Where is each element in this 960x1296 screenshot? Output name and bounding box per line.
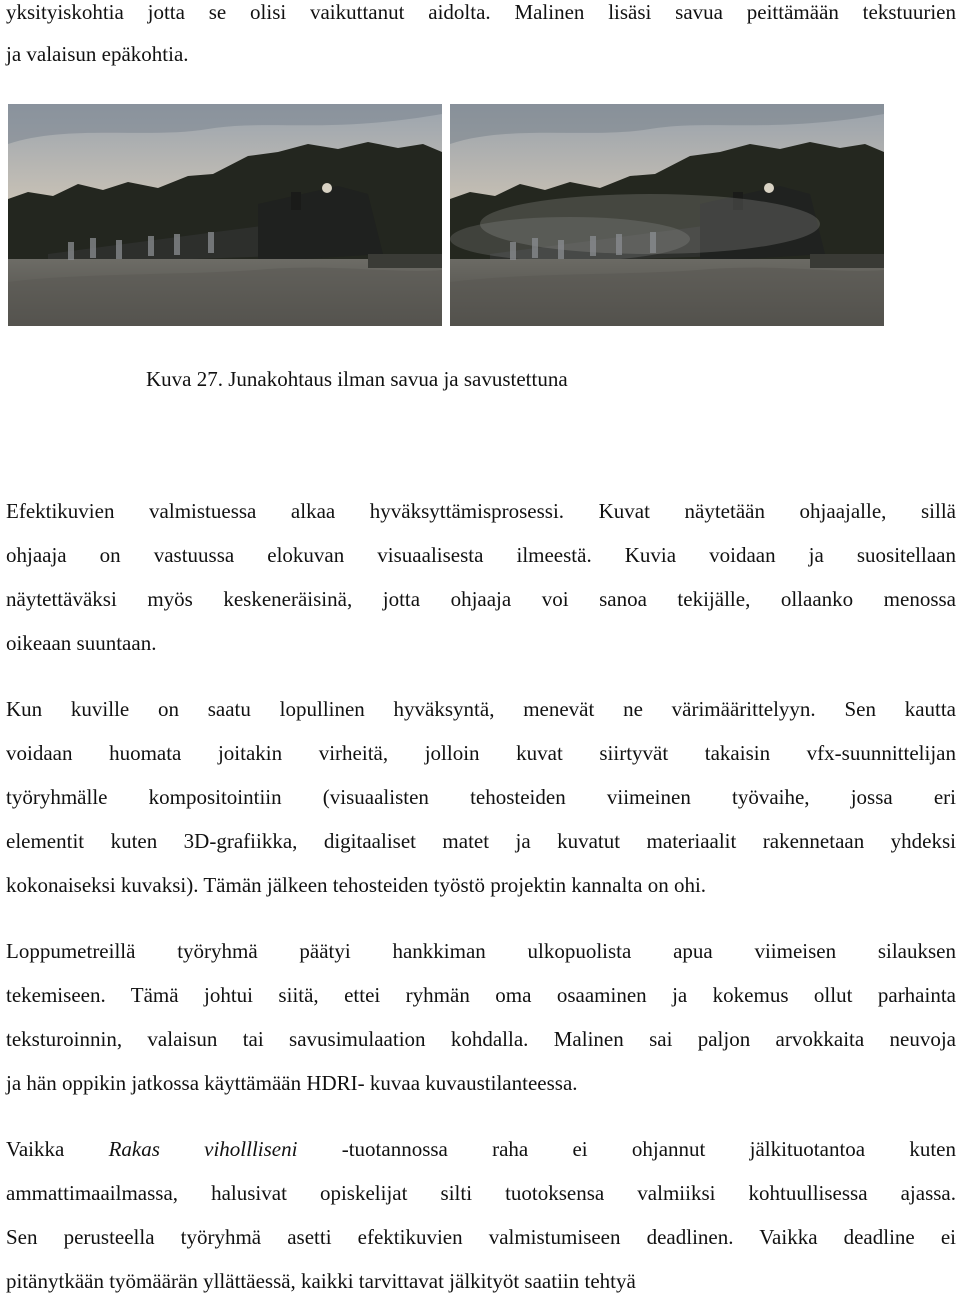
- paragraph-3-line-2: tekemiseen. Tämä johtui siitä, ettei ryhmän oma osaaminen ja kokemus ollut parhainta: [6, 983, 956, 1007]
- paragraph-4-line-1-start: Vaikka: [6, 1137, 65, 1161]
- figure-caption: Kuva 27. Junakohtaus ilman savua ja savustettuna: [146, 367, 568, 391]
- paragraph-2-line-4: elementit kuten 3D-grafiikka, digitaaliset matet ja kuvatut materiaalit rakennetaan yhdeksi: [6, 829, 956, 853]
- paragraph-1-line-4: oikeaan suuntaan.: [6, 631, 157, 655]
- paragraph-3-line-1: Loppumetreillä työryhmä päätyi hankkiman ulkopuolista apua viimeisen silauksen: [6, 939, 956, 963]
- paragraph-1-line-1: Efektikuvien valmistuessa alkaa hyväksyttämisprosessi. Kuvat näytetään ohjaajalle, sillä: [6, 499, 956, 523]
- paragraph-4-line-1-end: -tuotannossa raha ei ohjannut jälkituotantoa kuten: [341, 1137, 956, 1161]
- paragraph-top-line-1: yksityiskohtia jotta se olisi vaikuttanut aidolta. Malinen lisäsi savua peittämään tekstuurien: [6, 0, 956, 24]
- paragraph-4-line-2: ammattimaailmassa, halusivat opiskelijat silti tuotoksensa valmiiksi kohtuullisessa ajassa.: [6, 1181, 956, 1205]
- paragraph-1-line-2: ohjaaja on vastuussa elokuvan visuaalisesta ilmeestä. Kuvia voidaan ja suositellaan: [6, 543, 956, 567]
- paragraph-top-line-2: ja valaisun epäkohtia.: [6, 42, 189, 66]
- paragraph-3-line-3: teksturoinnin, valaisun tai savusimulaation kohdalla. Malinen sai paljon arvokkaita neuvoja: [6, 1027, 956, 1051]
- paragraph-4-line-4: pitänytkään työmäärän yllättäessä, kaikki tarvittavat jälkityöt saatiin tehtyä: [6, 1269, 636, 1293]
- paragraph-2-line-5: kokonaiseksi kuvaksi). Tämän jälkeen tehosteiden työstö projektin kannalta on ohi.: [6, 873, 707, 897]
- train-scene-image-without-smoke: [8, 104, 442, 326]
- paragraph-2-line-3: työryhmälle kompositointiin (visuaalisten tehosteiden viimeinen työvaihe, jossa eri: [6, 785, 956, 809]
- film-title: Rakas vihollliseni: [108, 1137, 298, 1161]
- train-scene-image-with-smoke: [450, 104, 884, 326]
- paragraph-1-line-3: näytettäväksi myös keskeneräisinä, jotta ohjaaja voi sanoa tekijälle, ollaanko menossa: [6, 587, 956, 611]
- paragraph-2-line-1: Kun kuville on saatu lopullinen hyväksyntä, menevät ne värimäärittelyyn. Sen kautta: [6, 697, 956, 721]
- paragraph-4-line-3: Sen perusteella työryhmä asetti efektikuvien valmistumiseen deadlinen. Vaikka deadline ei: [6, 1225, 956, 1249]
- paragraph-4-line-1: [6, 1137, 956, 1161]
- paragraph-2-line-2: voidaan huomata joitakin virheitä, jolloin kuvat siirtyvät takaisin vfx-suunnittelijan: [6, 741, 956, 765]
- paragraph-3-line-4: ja hän oppikin jatkossa käyttämään HDRI- kuvaa kuvaustilanteessa.: [6, 1071, 578, 1095]
